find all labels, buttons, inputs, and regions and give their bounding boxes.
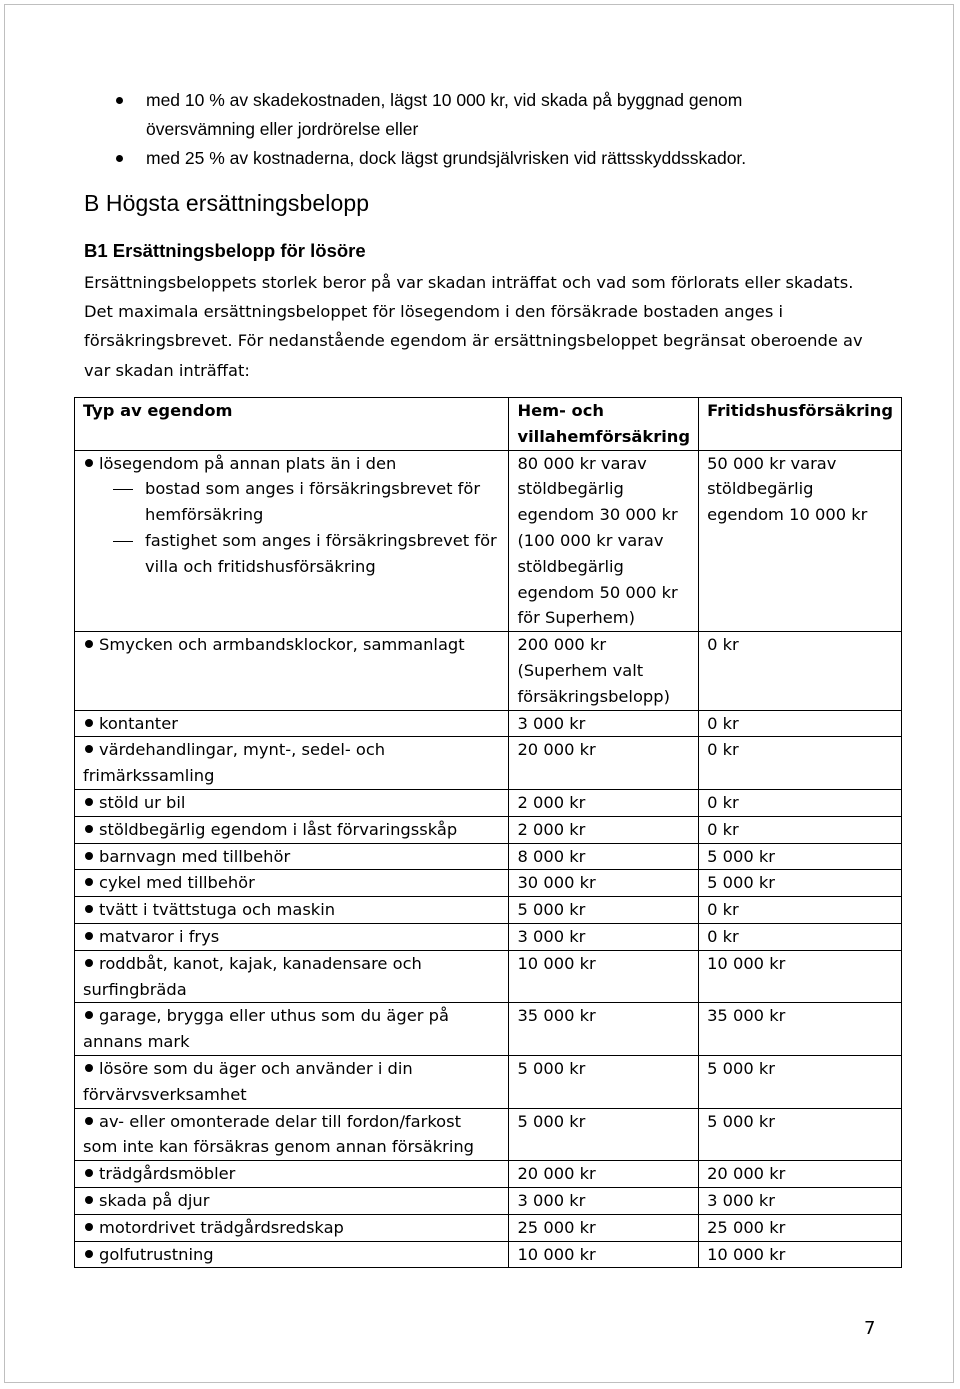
bullet-text: med 25 % av kostnaderna, dock lägst grundsjälvrisken vid rättsskyddsskador. <box>146 148 747 168</box>
sub-item <box>83 528 500 580</box>
home-amount-cell: 20 000 kr <box>509 737 699 790</box>
item-cell <box>75 950 509 1003</box>
home-amount-cell: 200 000 kr (Superhem valt försäkringsbelopp) <box>509 632 699 710</box>
table-row <box>75 1187 902 1214</box>
bullet-icon <box>85 905 93 913</box>
list-item <box>110 144 850 173</box>
bullet-icon <box>85 1011 93 1019</box>
bullet-icon <box>116 97 123 104</box>
vacation-amount-cell: 0 kr <box>699 897 902 924</box>
item-text: stöldbegärlig egendom i låst förvaringsskåp <box>99 819 458 839</box>
bullet-icon <box>85 1223 93 1231</box>
item-text: av- eller omonterade delar till fordon/farkost som inte kan försäkras genom annan försäkring <box>83 1111 475 1157</box>
item-cell <box>75 1214 509 1241</box>
subsection-heading: B1 Ersättningsbelopp för lösöre <box>84 240 366 261</box>
bullet-icon <box>85 852 93 860</box>
bullet-icon <box>85 719 93 727</box>
bullet-icon <box>85 825 93 833</box>
vacation-amount-cell: 3 000 kr <box>699 1187 902 1214</box>
bullet-icon <box>116 155 123 162</box>
item-text: matvaror i frys <box>99 926 220 946</box>
bullet-icon <box>85 459 93 467</box>
item-text: cykel med tillbehör <box>99 873 255 893</box>
home-amount-cell: 3 000 kr <box>509 923 699 950</box>
item-cell <box>75 870 509 897</box>
vacation-amount-cell: 0 kr <box>699 923 902 950</box>
item-cell <box>75 1003 509 1056</box>
table-row <box>75 843 902 870</box>
table-row <box>75 1241 902 1268</box>
vacation-amount-cell: 0 kr <box>699 632 902 710</box>
item-text: motordrivet trädgårdsredskap <box>99 1217 344 1237</box>
item-cell <box>75 923 509 950</box>
item-text: golfutrustning <box>99 1244 214 1264</box>
bullet-text: med 10 % av skadekostnaden, lägst 10 000 kr, vid skada på byggnad genom översvämning eller jordrörelse eller <box>146 90 743 139</box>
item-cell <box>75 789 509 816</box>
item-text: roddbåt, kanot, kajak, kanadensare och surfingbräda <box>83 953 422 999</box>
table-row <box>75 632 902 710</box>
table-row <box>75 897 902 924</box>
item-cell <box>75 1241 509 1268</box>
item-text: stöld ur bil <box>99 792 186 812</box>
item-text: lösöre som du äger och använder i din förvärvsverksamhet <box>83 1058 413 1104</box>
table-row <box>75 710 902 737</box>
home-amount-cell: 5 000 kr <box>509 1108 699 1161</box>
home-amount-cell: 2 000 kr <box>509 789 699 816</box>
vacation-amount-cell: 35 000 kr <box>699 1003 902 1056</box>
home-amount-cell: 10 000 kr <box>509 1241 699 1268</box>
item-cell <box>75 1055 509 1108</box>
deductible-bullet-list <box>110 86 850 173</box>
home-amount-cell: 35 000 kr <box>509 1003 699 1056</box>
item-cell <box>75 1108 509 1161</box>
vacation-amount-cell: 0 kr <box>699 710 902 737</box>
vacation-amount-cell: 5 000 kr <box>699 843 902 870</box>
table-row <box>75 1108 902 1161</box>
table-body <box>75 450 902 1268</box>
bullet-icon <box>85 1117 93 1125</box>
vacation-amount-cell: 0 kr <box>699 816 902 843</box>
table-row <box>75 1055 902 1108</box>
vacation-amount-cell: 0 kr <box>699 789 902 816</box>
table-row <box>75 1003 902 1056</box>
vacation-amount-cell: 10 000 kr <box>699 950 902 1003</box>
vacation-amount-cell: 50 000 kr varav stöldbegärlig egendom 10 000 kr <box>699 450 902 632</box>
dash-icon <box>113 541 133 542</box>
item-text: garage, brygga eller uthus som du äger på annans mark <box>83 1006 449 1052</box>
vacation-amount-cell: 20 000 kr <box>699 1161 902 1188</box>
home-amount-cell: 3 000 kr <box>509 1187 699 1214</box>
table-row <box>75 789 902 816</box>
home-amount-cell: 3 000 kr <box>509 710 699 737</box>
vacation-amount-cell: 0 kr <box>699 737 902 790</box>
dash-icon <box>113 489 133 490</box>
item-cell <box>75 1187 509 1214</box>
item-cell <box>75 710 509 737</box>
bullet-icon <box>85 640 93 648</box>
table-row <box>75 870 902 897</box>
bullet-icon <box>85 932 93 940</box>
table-row <box>75 923 902 950</box>
header-vacation-home-insurance: Fritidshusförsäkring <box>699 398 902 451</box>
bullet-icon <box>85 959 93 967</box>
bullet-icon <box>85 1064 93 1072</box>
list-item <box>110 86 850 144</box>
home-amount-cell: 30 000 kr <box>509 870 699 897</box>
section-heading: B Högsta ersättningsbelopp <box>84 190 370 216</box>
home-amount-cell: 5 000 kr <box>509 1055 699 1108</box>
vacation-amount-cell: 10 000 kr <box>699 1241 902 1268</box>
item-text: Smycken och armbandsklockor, sammanlagt <box>99 635 465 655</box>
table-row <box>75 950 902 1003</box>
home-amount-cell: 20 000 kr <box>509 1161 699 1188</box>
page-number: 7 <box>864 1318 876 1339</box>
home-amount-cell: 80 000 kr varav stöldbegärlig egendom 30 000 kr (100 000 kr varav stöldbegärlig egendom 50 000 kr för Superhem) <box>509 450 699 632</box>
compensation-table <box>74 397 902 1268</box>
home-amount-cell: 10 000 kr <box>509 950 699 1003</box>
bullet-icon <box>85 1196 93 1204</box>
table-row <box>75 1214 902 1241</box>
table-row <box>75 816 902 843</box>
home-amount-cell: 25 000 kr <box>509 1214 699 1241</box>
intro-paragraph: Ersättningsbeloppets storlek beror på var skadan inträffat och vad som förlorats eller skadats. Det maximala ersättningsbeloppet för lösegendom i den försäkrade bostaden anges i försäkringsbrevet. För nedanstående egendom är ersättningsbeloppet begränsat oberoende av var skadan inträffat: <box>84 273 863 380</box>
item-text: barnvagn med tillbehör <box>99 846 291 866</box>
item-text: tvätt i tvättstuga och maskin <box>99 900 336 920</box>
table-row <box>75 1161 902 1188</box>
item-cell <box>75 1161 509 1188</box>
bullet-icon <box>85 1169 93 1177</box>
home-amount-cell: 2 000 kr <box>509 816 699 843</box>
home-amount-cell: 5 000 kr <box>509 897 699 924</box>
vacation-amount-cell: 25 000 kr <box>699 1214 902 1241</box>
bullet-icon <box>85 878 93 886</box>
item-text: värdehandlingar, mynt-, sedel- och frimärkssamling <box>83 740 386 786</box>
item-text: trädgårdsmöbler <box>99 1164 236 1184</box>
table-row <box>75 450 902 632</box>
vacation-amount-cell: 5 000 kr <box>699 1108 902 1161</box>
bullet-icon <box>85 798 93 806</box>
bullet-icon <box>85 1250 93 1258</box>
sub-item-text: bostad som anges i försäkringsbrevet för hemförsäkring <box>145 479 481 525</box>
vacation-amount-cell: 5 000 kr <box>699 1055 902 1108</box>
vacation-amount-cell: 5 000 kr <box>699 870 902 897</box>
header-home-insurance: Hem- och villahemförsäkring <box>509 398 699 451</box>
bullet-icon <box>85 745 93 753</box>
item-cell <box>75 897 509 924</box>
home-amount-cell: 8 000 kr <box>509 843 699 870</box>
item-text: skada på djur <box>99 1190 210 1210</box>
table-header-row <box>75 398 902 451</box>
item-cell <box>75 816 509 843</box>
item-cell <box>75 632 509 710</box>
item-cell <box>75 450 509 632</box>
item-cell <box>75 737 509 790</box>
item-cell <box>75 843 509 870</box>
table-row <box>75 737 902 790</box>
sub-item-text: fastighet som anges i försäkringsbrevet för villa och fritidshusförsäkring <box>145 530 497 576</box>
sub-item <box>83 476 500 528</box>
header-property-type: Typ av egendom <box>75 398 509 451</box>
item-text: lösegendom på annan plats än i den <box>99 453 397 473</box>
item-text: kontanter <box>99 713 178 733</box>
